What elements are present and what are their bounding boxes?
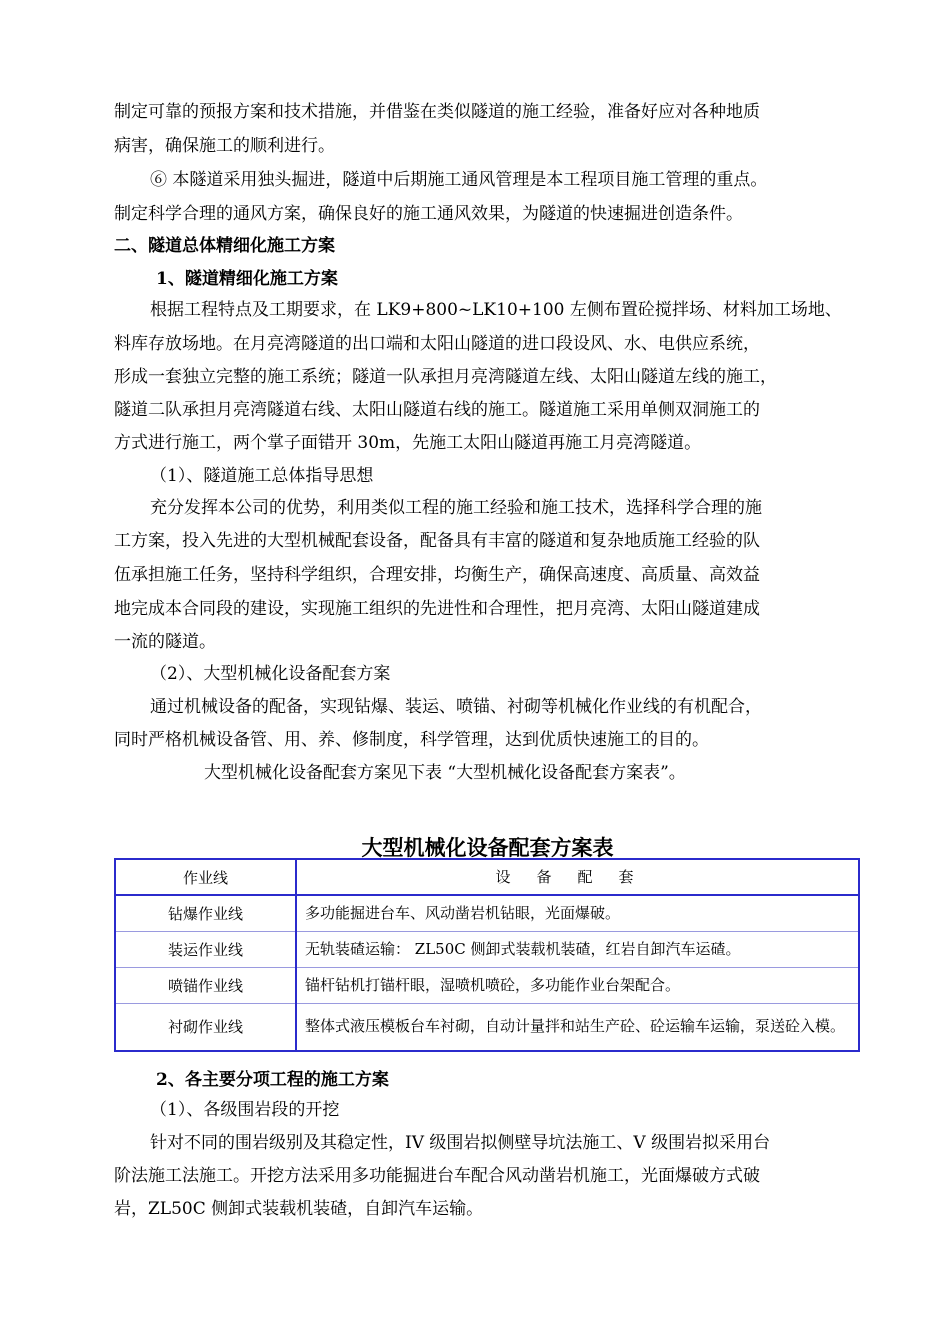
paragraph-line: 地完成本合同段的建设，实现施工组织的先进性和合理性，把月亮湾、太阳山隧道建成 [114,599,760,619]
table-cell: 多功能掘进台车、风动凿岩机钻眼，光面爆破。 [296,895,859,931]
table-row [115,931,859,967]
paragraph-line: 隧道二队承担月亮湾隧道右线、太阳山隧道右线的施工。隧道施工采用单侧双洞施工的 [114,400,760,420]
paragraph-line: 病害，确保施工的顺利进行。 [114,136,335,156]
table-cell: 钻爆作业线 [115,895,296,931]
paragraph-line: 工方案，投入先进的大型机械配套设备，配备具有丰富的隧道和复杂地质施工经验的队 [114,531,760,551]
header-cell: 设备配套 [296,859,859,895]
subsection-heading: 2、各主要分项工程的施工方案 [156,1070,389,1090]
table-cell: 装运作业线 [115,931,296,967]
header-cell: 作业线 [115,859,296,895]
table-cell: 喷锚作业线 [115,967,296,1003]
table-cell: 锚杆钻机打锚杆眼，湿喷机喷砼，多功能作业台架配合。 [296,967,859,1003]
paragraph-line: 根据工程特点及工期要求，在 LK9+800~LK10+100 左侧布置砼搅拌场、材料加工场地、 [150,300,842,320]
paragraph-line: 制定可靠的预报方案和技术措施，并借鉴在类似隧道的施工经验，准备好应对各种地质 [114,102,760,122]
paragraph-line: 制定科学合理的通风方案，确保良好的施工通风效果，为隧道的快速掘进创造条件。 [114,204,743,224]
paragraph-line: 通过机械设备的配备，实现钻爆、装运、喷锚、衬砌等机械化作业线的有机配合， [150,697,762,717]
subsection-label: （1）、各级围岩段的开挖 [150,1100,340,1120]
paragraph-line: 岩，ZL50C 侧卸式装载机装碴，自卸汽车运输。 [114,1199,484,1219]
paragraph-line: 伍承担施工任务，坚持科学组织，合理安排，均衡生产，确保高速度、高质量、高效益 [114,565,760,585]
table-header-row [115,859,859,895]
table-title: 大型机械化设备配套方案表 [361,836,614,860]
subsection-label: （2）、大型机械化设备配套方案 [150,664,391,684]
paragraph-line: 针对不同的围岩级别及其稳定性，IV 级围岩拟侧壁导坑法施工、V 级围岩拟采用台 [150,1133,771,1153]
subsection-label: （1）、隧道施工总体指导思想 [150,466,374,486]
equipment-table [114,858,860,1052]
paragraph-line: 充分发挥本公司的优势，利用类似工程的施工经验和施工技术，选择科学合理的施 [150,498,762,518]
table-cell: 整体式液压模板台车衬砌，自动计量拌和站生产砼、砼运输车运输，泵送砼入模。 [296,1003,859,1051]
table-reference: 大型机械化设备配套方案见下表 “大型机械化设备配套方案表”。 [204,763,686,783]
subsection-heading: 1、隧道精细化施工方案 [156,269,338,289]
table-row [115,895,859,931]
table-cell: 衬砌作业线 [115,1003,296,1051]
table-cell: 无轨装碴运输： ZL50C 侧卸式装载机装碴，红岩自卸汽车运碴。 [296,931,859,967]
paragraph-line: 同时严格机械设备管、用、养、修制度，科学管理，达到优质快速施工的目的。 [114,730,709,750]
table-row [115,1003,859,1051]
paragraph-line: 阶法施工法施工。开挖方法采用多功能掘进台车配合风动凿岩机施工，光面爆破方式破 [114,1166,760,1186]
paragraph-line: ⑥ 本隧道采用独头掘进，隧道中后期施工通风管理是本工程项目施工管理的重点。 [150,170,768,190]
paragraph-line: 料库存放场地。在月亮湾隧道的出口端和太阳山隧道的进口段设风、水、电供应系统， [114,334,760,354]
table-row [115,967,859,1003]
paragraph-line: 形成一套独立完整的施工系统；隧道一队承担月亮湾隧道左线、太阳山隧道左线的施工， [114,367,777,387]
section-heading: 二、隧道总体精细化施工方案 [114,236,335,256]
paragraph-line: 一流的隧道。 [114,632,216,652]
paragraph-line: 方式进行施工，两个掌子面错开 30m，先施工太阳山隧道再施工月亮湾隧道。 [114,433,702,453]
